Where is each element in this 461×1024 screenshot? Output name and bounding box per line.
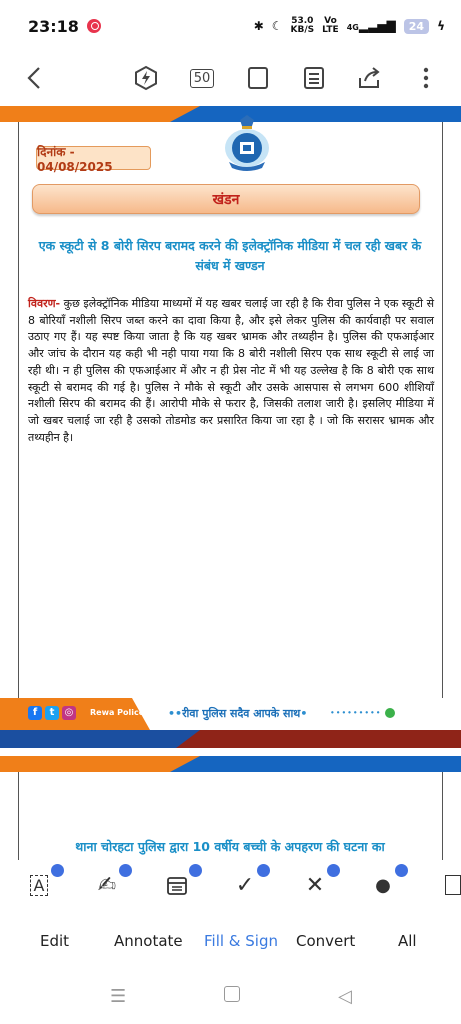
date-badge: दिनांक - 04/08/2025	[36, 146, 151, 170]
moon-icon: ☾	[271, 19, 283, 33]
body-text: कुछ इलेक्ट्रॉनिक मीडिया माध्यमों में यह खबर चलाई जा रही है कि रीवा पुलिस ने एक स्कूटी से 8 बोरियाँ नशीली सिरप जब्त करने का दावा किया है, और इसे लेकर पुलिस की कार्यवाही पर सवाल उठाए गए हैं। यह स्पष्ट किया जाता है कि यह खबर भ्रामक और तथ्यहीन है। पुलिस की एफआईआर और जांच के दौरान यह कही भी नही पाया गया कि 8 बोरी नशीली सिरप एक साथ स्कूटी से लाई जा रही थी। न ही पुलिस की एफआईआर में और न ही प्रेस नोट में भी यह उल्लेख है कि 8 बोरी एक साथ स्कूटी से बरामद की गई है। पुलिस ने मौके से स्कूटी और उसके आसपास से लगभग 600 शीशियाँ नशीली सिरप की बरामद की हैं। आरोपी मौके से फरार है, जिसकी तलाश जारी है। इसलिए मीडिया में जो खबर चलाई जा रही है उसको तोडमोड कर प्रसारित किया जा रहा है । जो कि सरासर भ्रामक और तथ्यहीन है।	[28, 297, 434, 444]
battery-icon: 24	[404, 19, 429, 34]
page-count-button[interactable]	[182, 52, 222, 104]
volte-indicator	[322, 17, 339, 35]
pen-sign-icon: ✍	[97, 872, 117, 898]
premium-badge-icon	[257, 864, 270, 877]
volte-top: Vo	[324, 16, 337, 26]
decorative-dots: •••••••••	[330, 708, 395, 718]
social-icons	[28, 706, 76, 720]
ai-icon[interactable]	[126, 52, 166, 104]
footer-org: Rewa Police	[90, 708, 145, 717]
slogan-text: रीवा पुलिस सदैव आपके साथ	[182, 707, 301, 720]
fullscreen-icon[interactable]	[238, 52, 278, 104]
document-page-1	[0, 106, 461, 748]
calendar-icon	[166, 874, 188, 896]
status-bar	[0, 0, 461, 52]
page-count: 50	[190, 69, 215, 88]
page-footer	[0, 698, 461, 748]
net-speed-unit: KB/S	[290, 25, 315, 35]
bluetooth-icon: ✱	[253, 19, 264, 33]
charging-icon: ϟ	[437, 19, 445, 33]
premium-badge-icon	[395, 864, 408, 877]
premium-badge-icon	[189, 864, 202, 877]
tab-annotate[interactable]: Annotate	[114, 932, 183, 950]
slogan-dot-right: •	[300, 707, 308, 720]
twitter-icon: t	[45, 706, 59, 720]
premium-badge-icon	[327, 864, 340, 877]
bottom-tab-bar	[0, 912, 461, 970]
signal-label: 4G	[346, 23, 359, 32]
tab-all[interactable]: All	[398, 932, 417, 950]
rectangle-icon	[445, 875, 461, 895]
status-time: 23:18	[28, 16, 79, 36]
date-tool[interactable]	[162, 870, 192, 900]
green-dot-icon	[385, 708, 395, 718]
cross-icon: ✕	[305, 872, 325, 898]
tab-fill-sign[interactable]: Fill & Sign	[204, 932, 278, 950]
headline: एक स्कूटी से 8 बोरी सिरप बरामद करने की इलेक्ट्रॉनिक मीडिया में चल रही खबर के संबंध में खण्डन	[38, 238, 422, 273]
document-viewer[interactable]	[0, 106, 461, 860]
instagram-icon: ◎	[62, 706, 76, 720]
checkmark-icon: ✓	[235, 872, 255, 898]
header-band-orange	[0, 106, 200, 122]
recent-apps-icon[interactable]: ☰	[110, 986, 127, 1007]
slogan-dots-left: ••	[168, 707, 183, 720]
document-page-2	[0, 756, 461, 860]
back-icon[interactable]	[14, 52, 54, 104]
premium-badge-icon	[119, 864, 132, 877]
app-toolbar	[0, 52, 461, 104]
dot-icon: ●	[375, 874, 391, 896]
tab-edit[interactable]: Edit	[40, 932, 70, 950]
premium-badge-icon	[51, 864, 64, 877]
net-speed	[291, 17, 315, 35]
system-nav-bar	[0, 970, 461, 1024]
police-emblem-icon	[220, 114, 274, 174]
share-icon[interactable]	[350, 52, 390, 104]
footer-slogan	[168, 706, 307, 721]
status-icons	[254, 17, 445, 35]
footer-band-blue	[0, 730, 200, 748]
text-box-tool[interactable]	[24, 870, 54, 900]
body-label: विवरण-	[28, 297, 61, 310]
reader-mode-icon[interactable]	[294, 52, 334, 104]
body-paragraph	[28, 296, 434, 446]
denial-banner: खंडन	[32, 184, 420, 214]
dot-tool[interactable]	[368, 870, 398, 900]
more-options-icon[interactable]	[406, 52, 446, 104]
net-speed-value: 53.0	[291, 16, 314, 26]
notification-icon	[87, 19, 101, 33]
cross-tool[interactable]	[300, 870, 330, 900]
page2-headline: थाना चोरहटा पुलिस द्वारा 10 वर्षीय बच्ची के अपहरण की घटना का	[75, 839, 385, 854]
signature-tool[interactable]	[92, 870, 122, 900]
rectangle-tool[interactable]	[438, 870, 461, 900]
signal-icon: 4G▂▃▅▇	[346, 19, 396, 33]
back-nav-icon[interactable]: ◁	[338, 986, 352, 1007]
home-icon[interactable]	[224, 986, 240, 1007]
facebook-icon: f	[28, 706, 42, 720]
volte-bottom: LTE	[322, 25, 339, 35]
page2-header-band-orange	[0, 756, 200, 772]
tab-convert[interactable]: Convert	[296, 932, 356, 950]
text-box-icon: A	[30, 875, 49, 896]
fill-sign-toolbar	[0, 860, 461, 912]
check-tool[interactable]	[230, 870, 260, 900]
